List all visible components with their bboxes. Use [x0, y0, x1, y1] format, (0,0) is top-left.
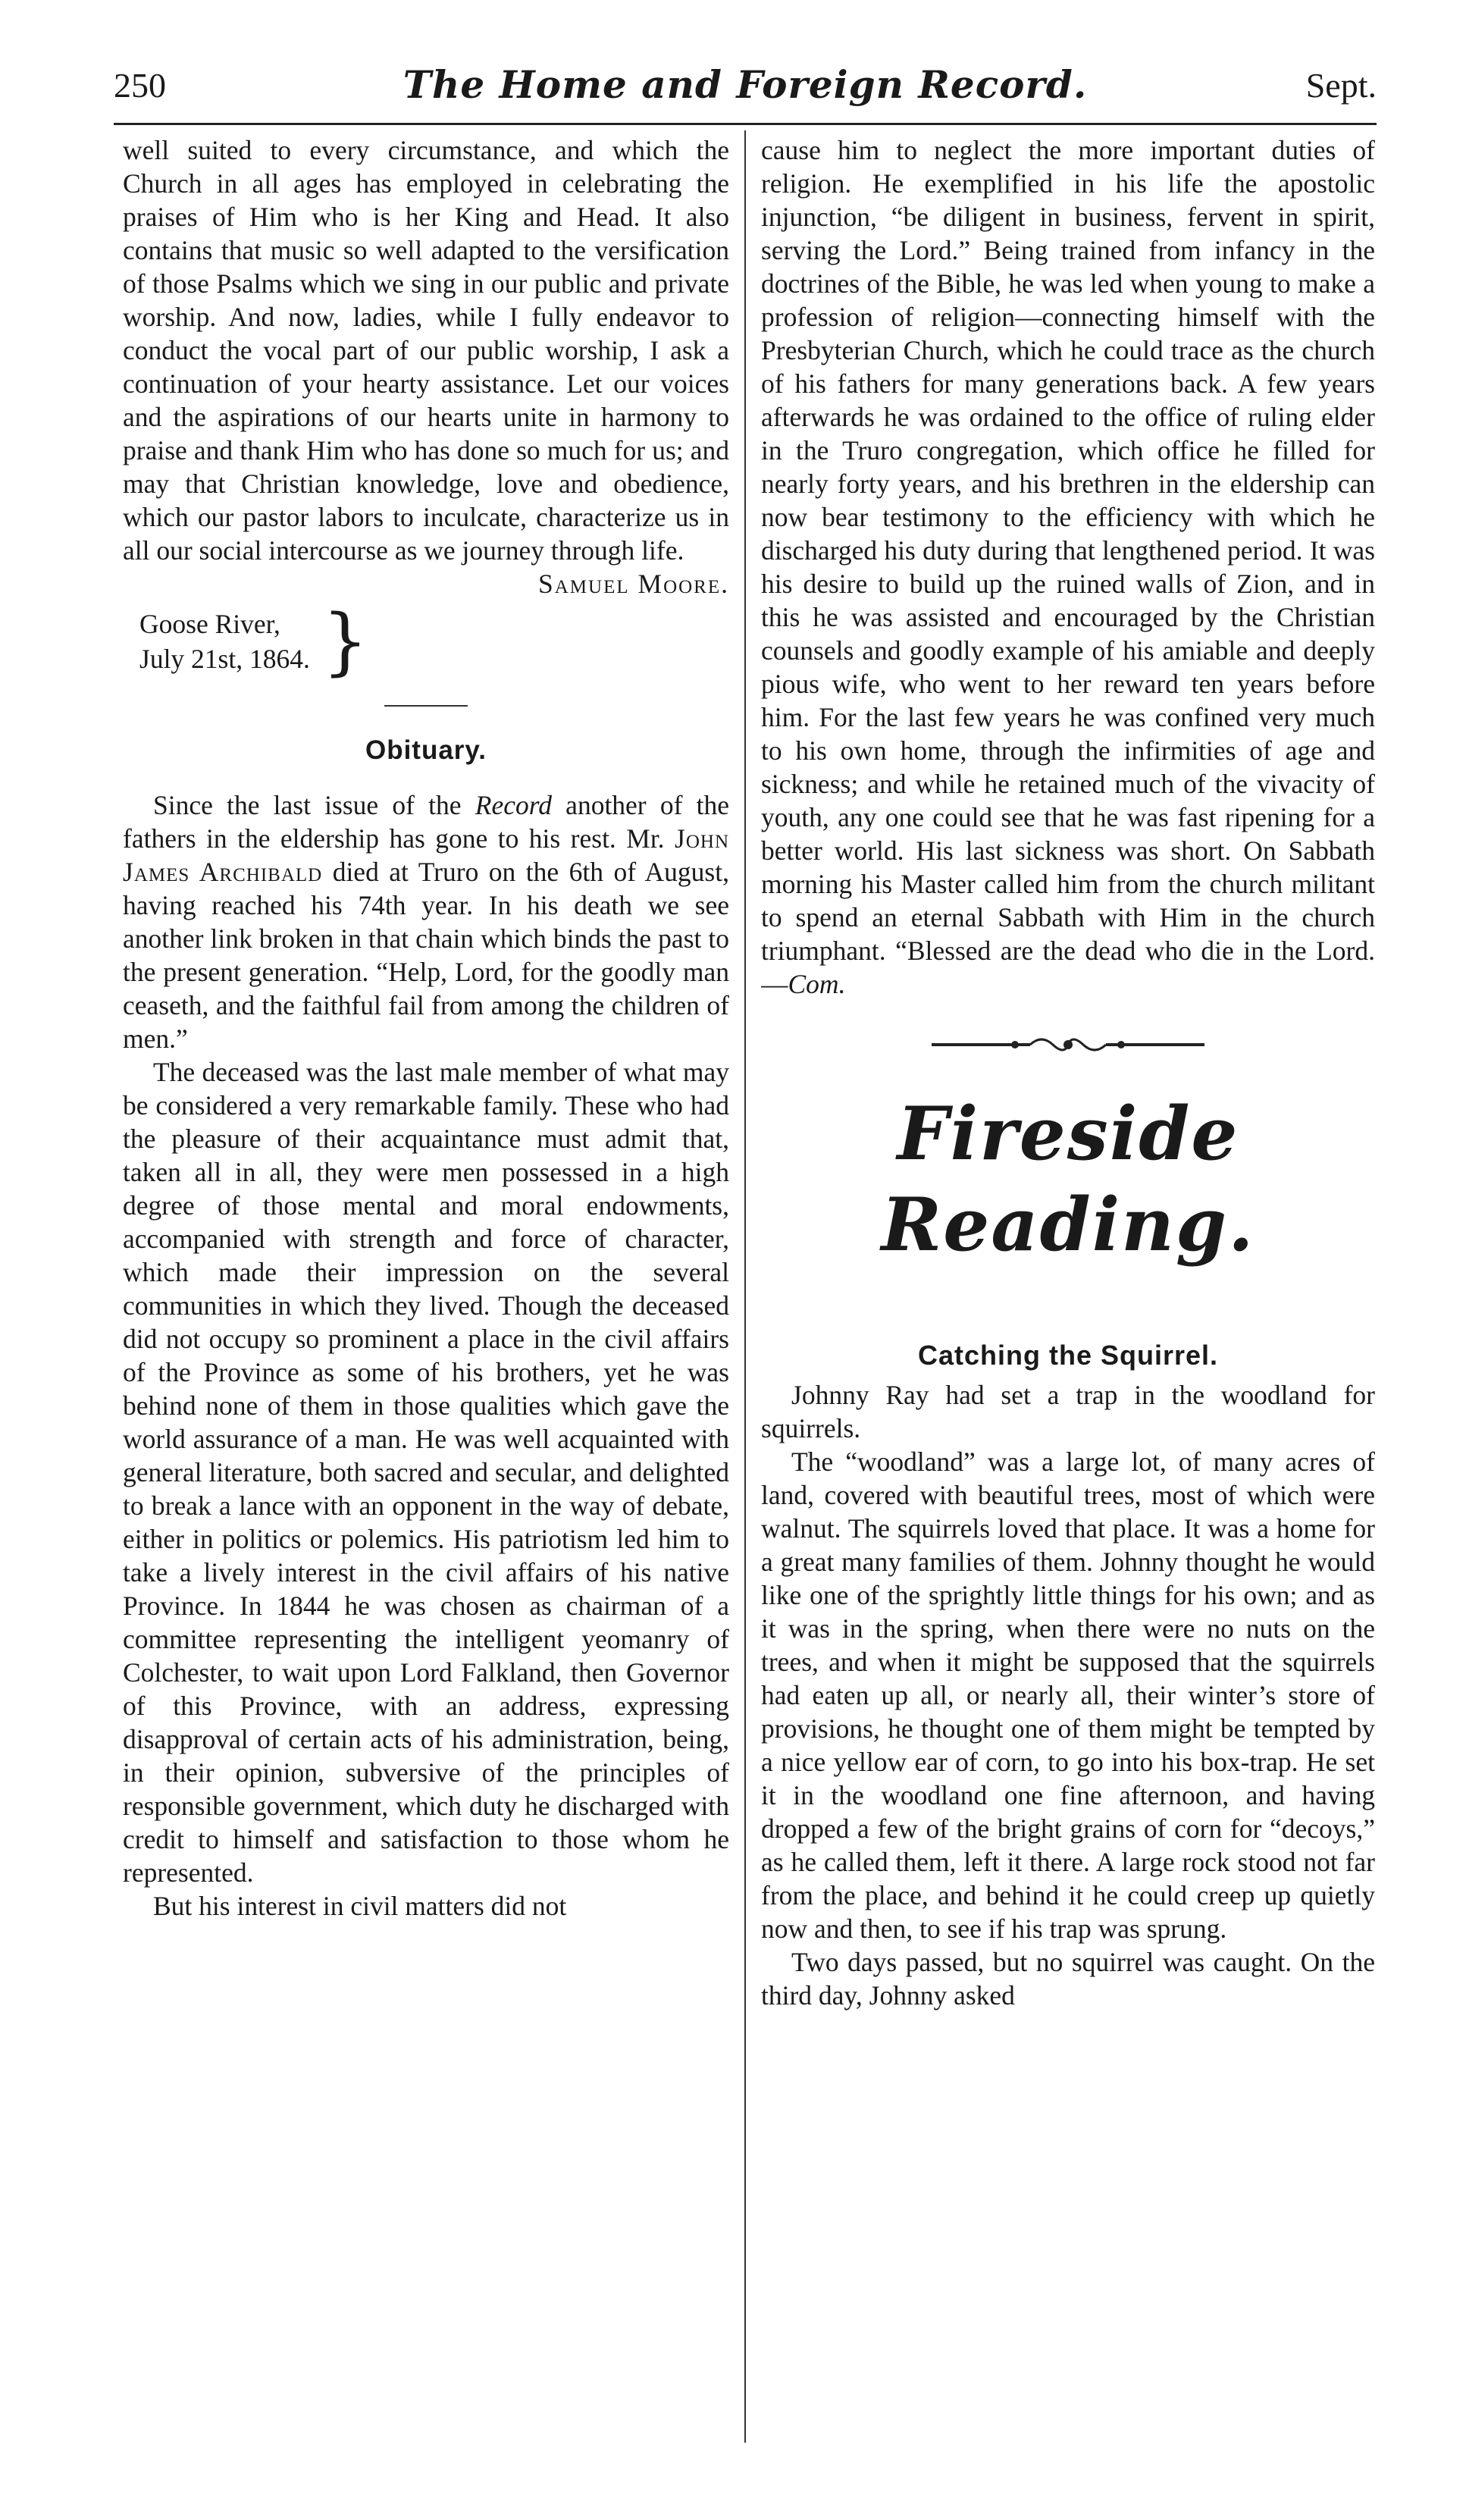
section-separator-rule: [384, 705, 468, 707]
letter-dateline: [123, 599, 729, 684]
header-rule: [114, 123, 1377, 125]
letter-signature: Samuel Moore.: [538, 569, 729, 599]
fireside-reading-title: Fireside Reading.: [881, 1091, 1255, 1268]
story-heading: Catching the Squirrel.: [917, 1340, 1219, 1371]
obituary-paragraph-1: [123, 788, 729, 1055]
letter-closing-paragraph: well suited to every circumstance, and which the Church in all ages has employed in celebrating the praises of Him who is her King and Head. It also contains that music so well adapted to the versification of those Psalms which we sing in our public and private worship. And now, ladies, while I fully endeavor to conduct the vocal part of our public worship, I ask a continuation of your hearty assistance. Let our voices and the aspirations of our hearts unite in harmony to praise and thank Him who has done so much for us; and may that Christian knowledge, love and obedience, which our pastor labors to inculcate, characterize us in all our social intercourse as we journey through life.: [123, 135, 729, 566]
journal-title: The Home and Foreign Record.: [403, 62, 1088, 107]
obit-text-c: died at Truro on the 6th of August, having reached his 74th year. In his death we see another link broken in that chain which binds the past to the present generation. “Help, Lord, for the goodly man ceaseth, and the faithful fail from among the children of men.”: [123, 857, 729, 1054]
ornamental-divider-icon: [932, 1031, 1204, 1058]
page-header: [114, 62, 1377, 115]
obituary-paragraph-2: The deceased was the last male member of what may be considered a very remarkable family. These who had the pleasure of their acquaintance must admit that, taken all in all, they were men possessed in a high degree of those mental and moral endowments, accompanied with strength and force of character, which made their impression on the several communities in which they lived. Though the deceased did not occupy so prominent a place in the civil affairs of the Province as some of his brothers, yet he was behind none of them in those qualities which gave the world assurance of a man. He was well acquainted with general literature, both sacred and secular, and delighted to break a lance with an opponent in the way of debate, either in politics or polemics. His patriotism led him to take a lively interest in the civil affairs of his native Province. In 1844 he was chosen as chairman of a committee representing the intelligent yeomanry of Colchester, to wait upon Lord Falkland, then Governor of this Province, with an address, expressing disapproval of certain acts of his administration, being, in their opinion, subversive of the principles of responsible government, which duty he discharged with credit to himself and satisfaction to those whom he represented.: [123, 1057, 729, 1888]
obit-text-a: Since the last issue of the: [153, 790, 475, 820]
story-paragraph-2: The “woodland” was a large lot, of many acres of land, covered with beautiful trees, most of which were walnut. The squirrels loved that place. It was a home for a great many families of them. Johnny thought he would like one of the sprightly little things for his own; and as it was in the spring, when there were no nuts on the trees, and when it might be supposed that the squirrels had eaten up all, or nearly all, their winter’s store of provisions, he thought one of them might be tempted by a nice yellow ear of corn, to go into his box-trap. He set it in the woodland one fine afternoon, and having dropped a few of the bright grains of corn for “decoys,” as he called them, left it there. A large rock stood not far from the place, and behind it he could creep up quietly now and then, to see if his trap was sprung.: [761, 1446, 1375, 1944]
left-column: [123, 133, 729, 2453]
deceased-name: John James Archibald: [123, 823, 729, 887]
right-column: [761, 133, 1375, 2453]
page-number: 250: [114, 66, 166, 105]
obit-text-b: another of the fathers in the eldership has gone to his rest. Mr.: [123, 790, 729, 854]
issue-month: Sept.: [1305, 66, 1377, 105]
obit-cont-text: cause him to neglect the more important duties of religion. He exemplified in his life the apostolic injunction, “be diligent in business, fervent in spirit, serving the Lord.” Being trained from infancy in the doctrines of the Bible, he was led when young to make a profession of religion—connecting himself with the Presbyterian Church, which he could trace as the church of his fathers for many generations back. A few years afterwards he was ordained to the office of ruling elder in the Truro congregation, which office he filled for nearly forty years, and his brethren in the eldership can now bear testimony to the efficiency with which he discharged his duty during that lengthened period. It was his desire to build up the ruined walls of Zion, and in this he was assisted and encouraged by the Christian counsels and goodly example of his amiable and deeply pious wife, who went to her reward ten years before him. For the last few years he was confined very much to his own home, through the infirmities of age and sickness; and while he retained much of the vivacity of youth, any one could see that he was fast ripening for a better world. His last sickness was short. On Sabbath morning his Master called him from the church militant to spend an eternal Sabbath with Him in the church triumphant. “Blessed are the dead who die in the Lord.—: [761, 135, 1375, 999]
story-paragraph-3: Two days passed, but no squirrel was caught. On the third day, Johnny asked: [761, 1947, 1375, 2011]
obituary-paragraph-3-start: But his interest in civil matters did not: [153, 1891, 567, 1921]
obituary-continuation: [761, 133, 1375, 1001]
brace-glyph: }: [321, 599, 368, 684]
dateline-place: Goose River,: [139, 609, 280, 639]
column-divider: [744, 130, 746, 2443]
story-paragraph-1: Johnny Ray had set a trap in the woodland for squirrels.: [761, 1380, 1375, 1443]
record-italic: Record: [475, 790, 552, 820]
obit-attribution: Com.: [788, 969, 846, 999]
obituary-heading: Obituary.: [365, 735, 487, 765]
dateline-date: July 21st, 1864.: [139, 644, 310, 674]
